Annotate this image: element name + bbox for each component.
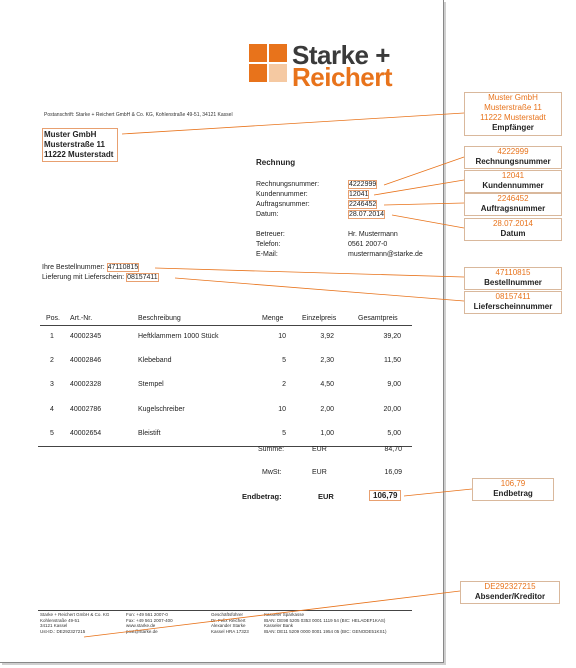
footer-line: Kasseler Sparkasse bbox=[264, 612, 305, 617]
header-total-price: Gesamtpreis bbox=[358, 315, 398, 322]
sender-return-address: Postanschrift: Starke + Reichert GmbH & Co. KG, Kohlenstraße 49-51, 34121 Kassel bbox=[44, 112, 233, 118]
table-row bbox=[40, 357, 412, 367]
invoice-field-labels bbox=[256, 180, 319, 220]
footer-management bbox=[211, 612, 249, 634]
footer-line: Alexander Starke bbox=[211, 623, 246, 629]
callout-recipient bbox=[464, 92, 562, 136]
footer-line: Kohlenstraße 49-51 bbox=[40, 617, 80, 623]
callout-value: 2246452 bbox=[497, 194, 529, 203]
vat-label: MwSt: bbox=[262, 469, 282, 476]
callout-value: 106,79 bbox=[500, 479, 526, 488]
callout-value: Muster GmbH bbox=[488, 93, 538, 102]
callout-label: Auftragsnummer bbox=[480, 204, 546, 213]
invoice-field-values bbox=[348, 180, 385, 220]
footer-line: Starke + Reichert GmbH & Co. KG bbox=[40, 612, 110, 617]
footer-line: Kasseler Bank bbox=[264, 623, 294, 629]
header-unit-price: Einzelpreis bbox=[302, 315, 337, 322]
cell-description: Bleistift bbox=[138, 430, 161, 437]
subtotal-value: 84,70 bbox=[384, 446, 402, 453]
vat-currency: EUR bbox=[312, 469, 327, 476]
cell-description: Klebeband bbox=[138, 357, 172, 364]
delivery-note-number: 08157411 bbox=[127, 274, 158, 281]
footer-line: www.starke.de bbox=[126, 623, 156, 629]
table-row bbox=[40, 333, 412, 343]
callout-customer-number bbox=[464, 170, 562, 193]
cell-description: Kugelschreiber bbox=[138, 406, 185, 413]
footer-line: Dr. Felix Reichert bbox=[211, 617, 246, 623]
contact-labels bbox=[256, 230, 285, 260]
cell-pos: 4 bbox=[50, 406, 54, 413]
field-label: Kundennummer: bbox=[256, 191, 308, 198]
cell-quantity: 5 bbox=[282, 357, 286, 364]
contact-values bbox=[348, 230, 423, 260]
contact-phone: 0561 2007-0 bbox=[348, 241, 388, 248]
callout-value: DE292327215 bbox=[484, 582, 536, 591]
cell-total-price: 9,00 bbox=[387, 381, 401, 388]
recipient-address bbox=[42, 128, 118, 162]
callout-label: Kundennummer bbox=[482, 181, 544, 190]
footer-line: Kassel HRA 17323 bbox=[211, 628, 249, 634]
header-article: Art.-Nr. bbox=[70, 315, 93, 322]
callout-value: 08157411 bbox=[495, 292, 531, 301]
grand-total-label: Endbetrag: bbox=[242, 492, 282, 501]
callout-date bbox=[464, 218, 562, 241]
logo-line-2: Reichert bbox=[292, 62, 393, 92]
cell-description: Stempel bbox=[138, 381, 164, 388]
subtotal-currency: EUR bbox=[312, 446, 327, 453]
contact-label: Telefon: bbox=[256, 241, 281, 248]
cell-article: 40002846 bbox=[70, 357, 102, 364]
contact-label: Betreuer: bbox=[256, 231, 285, 238]
cell-unit-price: 2,30 bbox=[320, 357, 334, 364]
cell-unit-price: 2,00 bbox=[320, 406, 334, 413]
cell-pos: 5 bbox=[50, 430, 54, 437]
footer-line: IBAN: DE98 5205 0353 0001 1119 54 (BIC: HELADEF1KAS) bbox=[264, 617, 386, 623]
invoice-number: 4222999 bbox=[349, 181, 377, 188]
cell-unit-price: 1,00 bbox=[320, 430, 334, 437]
cell-quantity: 10 bbox=[278, 333, 286, 340]
cell-pos: 1 bbox=[50, 333, 54, 340]
callout-value: 12041 bbox=[501, 171, 525, 180]
cell-quantity: 5 bbox=[282, 430, 286, 437]
callout-label: Absender/Kreditor bbox=[474, 592, 546, 601]
header-description: Beschreibung bbox=[138, 315, 181, 322]
invoice-title: Rechnung bbox=[256, 158, 296, 167]
contact-email: mustermann@starke.de bbox=[348, 251, 423, 258]
cell-total-price: 20,00 bbox=[383, 406, 401, 413]
invoice-date: 28.07.2014 bbox=[349, 211, 385, 218]
footer-line: IBAN: DE11 5209 0000 0001 1954 05 (BIC: GENODE51KS1) bbox=[264, 628, 387, 634]
field-label: Auftragsnummer: bbox=[256, 201, 310, 208]
header-quantity: Menge bbox=[262, 315, 284, 322]
callout-customer-order-number bbox=[464, 267, 562, 290]
cell-unit-price: 4,50 bbox=[320, 381, 334, 388]
delivery-reference-label: Lieferung mit Lieferschein: bbox=[42, 274, 125, 281]
field-label: Datum: bbox=[256, 211, 279, 218]
cell-quantity: 10 bbox=[278, 406, 286, 413]
logo-square-tl bbox=[249, 44, 267, 62]
field-label: Rechnungsnummer: bbox=[256, 181, 320, 188]
logo-square-bl bbox=[249, 64, 267, 82]
table-header bbox=[40, 315, 412, 326]
order-reference-label: Ihre Bestellnummer: bbox=[42, 264, 105, 271]
cell-total-price: 11,50 bbox=[384, 357, 401, 364]
callout-delivery-note-number bbox=[464, 291, 562, 314]
vat-value: 16,09 bbox=[384, 469, 402, 476]
callout-value: Musterstraße 11 bbox=[484, 103, 542, 112]
footer-line: post@starke.de bbox=[126, 628, 158, 634]
cell-article: 40002786 bbox=[70, 406, 102, 413]
callout-value: 4222999 bbox=[497, 147, 529, 156]
footer-line: 34121 Kassel bbox=[40, 623, 68, 629]
recipient-line: 11222 Musterstadt bbox=[44, 150, 114, 159]
cell-article: 40002328 bbox=[70, 381, 102, 388]
cell-unit-price: 3,92 bbox=[320, 333, 334, 340]
callout-label: Bestellnummer bbox=[484, 278, 542, 287]
cell-pos: 2 bbox=[50, 357, 54, 364]
callout-value: 11222 Musterstadt bbox=[480, 113, 546, 122]
callout-invoice-number bbox=[464, 146, 562, 169]
grand-total-currency: EUR bbox=[318, 492, 334, 501]
delivery-reference bbox=[42, 273, 159, 283]
callout-sender-creditor bbox=[460, 581, 560, 604]
footer-contact bbox=[126, 612, 173, 634]
contact-label: E-Mail: bbox=[256, 251, 278, 258]
cell-total-price: 5,00 bbox=[387, 430, 401, 437]
logo-line-1: Starke + bbox=[292, 40, 390, 70]
footer-rule bbox=[38, 610, 412, 611]
footer-vat-id: Ust-ID.: DE292327215 bbox=[40, 628, 86, 634]
subtotal-label: Summe: bbox=[258, 446, 285, 453]
customer-number: 12041 bbox=[349, 191, 369, 198]
cell-total-price: 39,20 bbox=[383, 333, 401, 340]
footer-line: Fon: +49 561 2007-0 bbox=[126, 612, 168, 617]
callout-label: Rechnungsnummer bbox=[475, 157, 551, 166]
cell-pos: 3 bbox=[50, 381, 54, 388]
contact-person: Hr. Mustermann bbox=[348, 231, 398, 238]
customer-order-number: 47110815 bbox=[107, 264, 139, 271]
callout-grand-total bbox=[472, 478, 554, 501]
footer-line: Fax: +49 561 2007-400 bbox=[126, 617, 173, 623]
footer-company bbox=[40, 612, 109, 634]
cell-article: 40002345 bbox=[70, 333, 102, 340]
callout-order-number bbox=[464, 193, 562, 216]
logo-square-tr bbox=[269, 44, 287, 62]
logo-square-br bbox=[269, 64, 287, 82]
header-pos: Pos. bbox=[46, 315, 61, 322]
callout-label: Lieferscheinnummer bbox=[473, 302, 553, 311]
cell-description: Heftklammern 1000 Stück bbox=[138, 333, 219, 340]
table-bottom-rule bbox=[38, 446, 412, 447]
table-row bbox=[40, 381, 412, 391]
callout-label: Datum bbox=[500, 229, 526, 238]
order-reference bbox=[42, 263, 139, 273]
table-row bbox=[40, 430, 412, 440]
footer-line: Geschäftsführer bbox=[211, 612, 244, 617]
callout-label: Endbetrag bbox=[493, 489, 533, 498]
grand-total-value: 106,79 bbox=[369, 490, 401, 501]
footer-bank bbox=[264, 612, 387, 634]
recipient-line: Musterstraße 11 bbox=[44, 140, 105, 149]
table-row bbox=[40, 406, 412, 416]
recipient-line: Muster GmbH bbox=[44, 130, 97, 139]
cell-quantity: 2 bbox=[282, 381, 286, 388]
order-number: 2246452 bbox=[349, 201, 377, 208]
callout-value: 47110815 bbox=[495, 268, 531, 277]
cell-article: 40002654 bbox=[70, 430, 102, 437]
callout-value: 28.07.2014 bbox=[492, 219, 534, 228]
callout-label: Empfänger bbox=[492, 123, 534, 132]
